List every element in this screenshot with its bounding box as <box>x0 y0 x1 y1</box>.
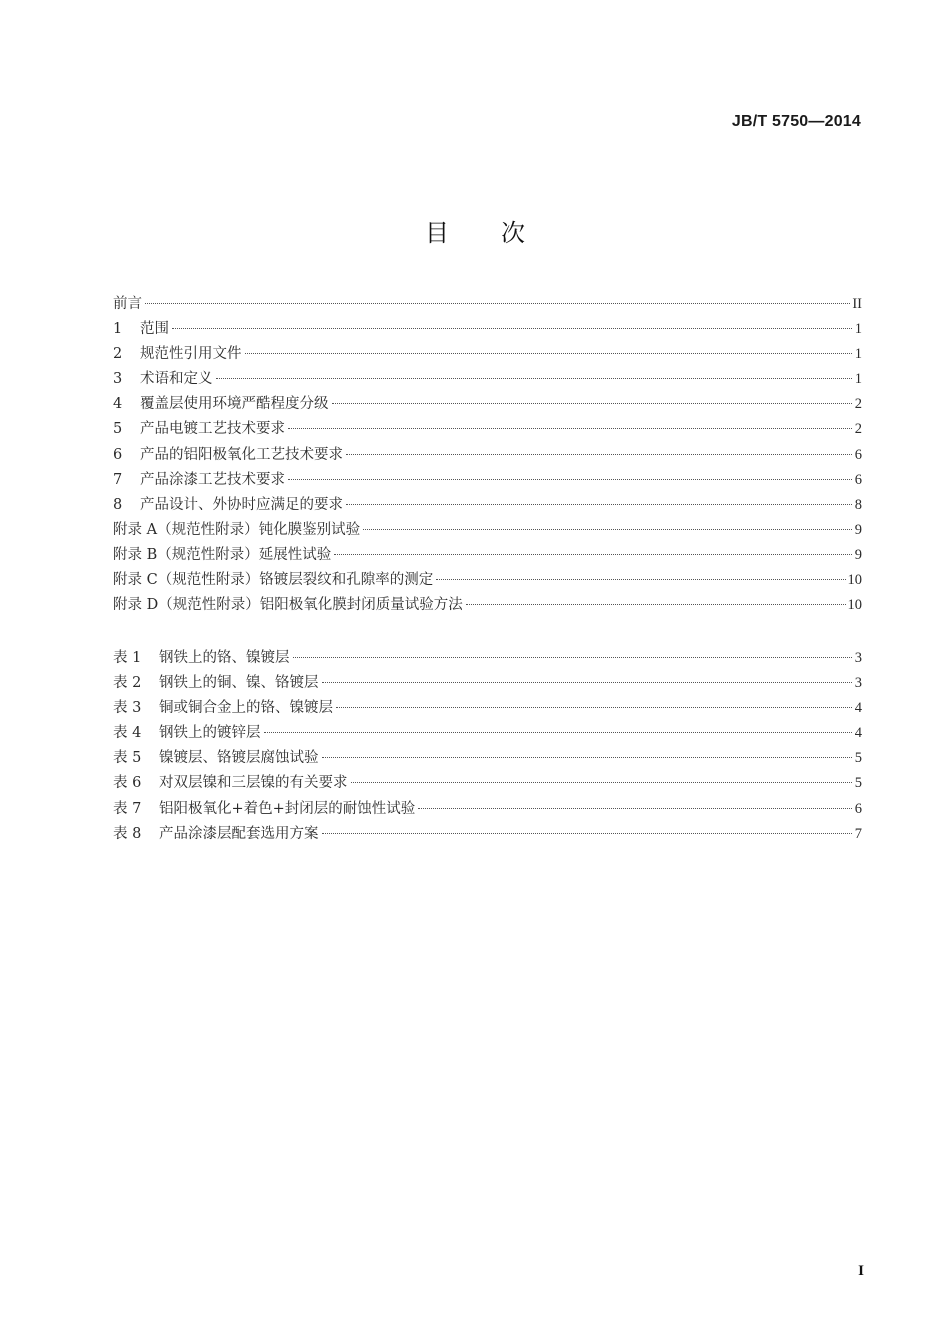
toc-entry-label: 产品的铝阳极氧化工艺技术要求 <box>140 446 343 463</box>
toc-entry[interactable] <box>113 417 862 442</box>
toc-entry[interactable] <box>113 518 862 543</box>
toc-dot-leader <box>346 454 852 455</box>
toc-entry-number: 表 2 <box>113 675 142 692</box>
toc-entry-label: 产品涂漆工艺技术要求 <box>140 471 285 488</box>
toc-entry[interactable] <box>113 342 862 367</box>
toc-entry-page: 6 <box>854 446 862 463</box>
toc-entry-label: 铜或铜合金上的铬、镍镀层 <box>159 700 333 717</box>
toc-dot-leader <box>216 378 853 379</box>
toc-entry[interactable] <box>113 543 862 568</box>
toc-entry-number: 3 <box>113 371 123 388</box>
toc-dot-leader <box>322 682 853 683</box>
footer-page-number: I <box>858 1263 864 1279</box>
toc-entry[interactable] <box>113 771 862 796</box>
toc-entry-number: 6 <box>113 446 123 463</box>
toc-entry-label: 附录 C（规范性附录）铬镀层裂纹和孔隙率的测定 <box>113 572 434 589</box>
standard-code: JB/T 5750—2014 <box>731 113 861 130</box>
toc-entry-number: 2 <box>113 346 123 363</box>
toc-entry-label: 产品涂漆层配套选用方案 <box>159 825 319 842</box>
toc-entry-page: 8 <box>854 496 862 513</box>
toc-entry[interactable] <box>113 797 862 822</box>
toc-dot-leader <box>336 707 852 708</box>
toc-dot-leader <box>145 303 850 304</box>
page-title: 目次 <box>425 219 577 247</box>
toc-entry-label: 术语和定义 <box>140 371 213 388</box>
toc-entry[interactable] <box>113 746 862 771</box>
toc-entry[interactable] <box>113 392 862 417</box>
toc-entry-page: 2 <box>854 396 862 413</box>
toc-entry-page: 10 <box>847 572 862 589</box>
toc-entry-page: 7 <box>854 825 862 842</box>
toc-entry-label: 产品电镀工艺技术要求 <box>140 421 285 438</box>
toc-entry-label: 钢铁上的铬、镍镀层 <box>159 650 290 666</box>
toc-entry-page: 6 <box>854 471 862 488</box>
toc-entry-label: 前言 <box>113 296 142 312</box>
toc-dot-leader <box>288 428 852 429</box>
toc-entry[interactable] <box>113 468 862 493</box>
toc-dot-leader <box>172 328 852 329</box>
toc-entry-page: 2 <box>854 421 862 438</box>
toc-entry[interactable] <box>113 822 862 847</box>
toc-entry-label: 对双层镍和三层镍的有关要求 <box>159 775 348 792</box>
toc-entry-page: 4 <box>854 700 862 717</box>
toc-entry-label: 附录 A（规范性附录）钝化膜鉴别试验 <box>113 521 361 538</box>
toc-entry-page: II <box>852 296 862 312</box>
toc-entry-label: 规范性引用文件 <box>140 346 242 363</box>
toc-entry-number: 表 4 <box>113 725 142 742</box>
toc-dot-leader <box>436 579 845 580</box>
toc-entry-page: 1 <box>854 346 862 363</box>
toc-dot-leader <box>288 479 852 480</box>
toc-entry-label: 产品设计、外协时应满足的要求 <box>140 496 343 513</box>
toc-entry-page: 10 <box>847 597 862 614</box>
toc-main-list <box>113 292 862 618</box>
toc-entry-label: 铝阳极氧化+着色+封闭层的耐蚀性试验 <box>159 800 416 817</box>
toc-dot-leader <box>293 657 853 658</box>
toc-entry-number: 4 <box>113 396 123 413</box>
toc-entry-label: 范围 <box>140 321 169 338</box>
toc-entry[interactable] <box>113 721 862 746</box>
toc-entry[interactable] <box>113 568 862 593</box>
toc-entry[interactable] <box>113 493 862 518</box>
toc-entry-label: 附录 D（规范性附录）铝阳极氧化膜封闭质量试验方法 <box>113 597 463 614</box>
toc-entry[interactable] <box>113 696 862 721</box>
toc-entry-number: 5 <box>113 421 123 438</box>
toc-entry[interactable] <box>113 367 862 392</box>
toc-dot-leader <box>334 554 852 555</box>
toc-entry-number: 表 8 <box>113 825 142 842</box>
toc-entry-page: 5 <box>854 750 862 767</box>
toc-entry-label: 覆盖层使用环境严酷程度分级 <box>140 396 329 413</box>
toc-entry-label: 附录 B（规范性附录）延展性试验 <box>113 546 332 563</box>
toc-entry-page: 9 <box>854 521 862 538</box>
toc-entry-number: 表 1 <box>113 650 142 666</box>
toc-entry-page: 3 <box>854 650 862 666</box>
toc-entry-number: 表 7 <box>113 800 142 817</box>
toc-dot-leader <box>245 353 853 354</box>
toc-entry-page: 6 <box>854 800 862 817</box>
toc-entry[interactable] <box>113 671 862 696</box>
toc-entry-page: 5 <box>854 775 862 792</box>
toc-entry-number: 表 5 <box>113 750 142 767</box>
toc-dot-leader <box>363 529 852 530</box>
toc-dot-leader <box>322 833 853 834</box>
toc-dot-leader <box>322 757 853 758</box>
toc-dot-leader <box>418 808 852 809</box>
toc-entry[interactable] <box>113 292 862 317</box>
toc-entry[interactable] <box>113 646 862 671</box>
toc-dot-leader <box>264 732 853 733</box>
toc-entry-number: 8 <box>113 496 123 513</box>
toc-entry-page: 9 <box>854 546 862 563</box>
toc-entry-number: 表 3 <box>113 700 142 717</box>
toc-entry-number: 7 <box>113 471 123 488</box>
toc-entry-label: 钢铁上的铜、镍、铬镀层 <box>159 675 319 692</box>
toc-dot-leader <box>466 604 846 605</box>
toc-dot-leader <box>332 403 853 404</box>
toc-entry-page: 3 <box>854 675 862 692</box>
toc-entry[interactable] <box>113 317 862 342</box>
toc-entry-page: 1 <box>854 321 862 338</box>
toc-tables-list <box>113 646 862 847</box>
toc-entry-number: 1 <box>113 321 123 338</box>
toc-entry-label: 镍镀层、铬镀层腐蚀试验 <box>159 750 319 767</box>
toc-dot-leader <box>346 504 852 505</box>
toc-entry[interactable] <box>113 593 862 618</box>
toc-entry-page: 4 <box>854 725 862 742</box>
toc-entry-label: 钢铁上的镀锌层 <box>159 725 261 742</box>
toc-entry[interactable] <box>113 443 862 468</box>
toc-entry-number: 表 6 <box>113 775 142 792</box>
toc-dot-leader <box>351 782 853 783</box>
toc-entry-page: 1 <box>854 371 862 388</box>
